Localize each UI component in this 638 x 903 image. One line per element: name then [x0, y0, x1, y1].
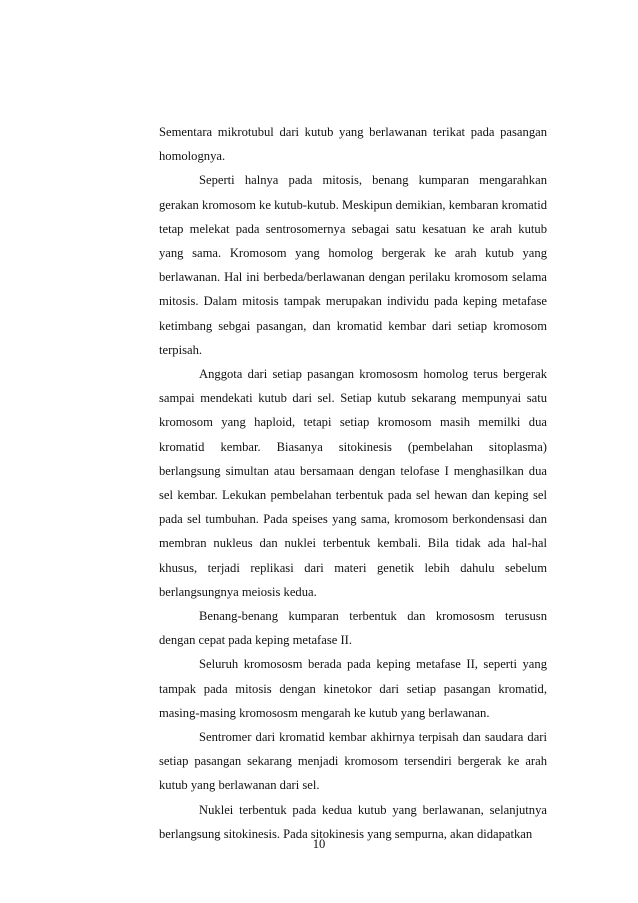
paragraph-3: Anggota dari setiap pasangan kromososm homolog terus bergerak sampai mendekati kutub dari sel. Setiap kutub sekarang mempunyai satu kromosom yang haploid, tetapi setiap kromosom masih memilki dua kromatid kembar. Biasanya sitokinesis (pembelahan sitoplasma) berlangsung simultan atau bersamaan dengan telofase I menghasilkan dua sel kembar. Lekukan pembelahan terbentuk pada sel hewan dan keping sel pada sel tumbuhan. Pada speises yang sama, kromosom berkondensasi dan membran nukleus dan nuklei terbentuk kembali. Bila tidak ada hal-hal khusus, terjadi replikasi dari materi genetik lebih dahulu sebelum berlangsungnya meiosis kedua. [159, 367, 547, 599]
body-text [159, 120, 547, 846]
paragraph-4: Benang-benang kumparan terbentuk dan kromososm terususn dengan cepat pada keping metafase II. [159, 609, 547, 648]
paragraph-7: Nuklei terbentuk pada kedua kutub yang berlawanan, selanjutnya berlangsung sitokinesis. Pada sitokinesis yang sempurna, akan didapatkan [159, 802, 547, 841]
page-number: 10 [312, 837, 326, 851]
paragraph-1: Sementara mikrotubul dari kutub yang berlawanan terikat pada pasangan homolognya. [159, 125, 547, 164]
paragraph-2: Seperti halnya pada mitosis, benang kumparan mengarahkan gerakan kromosom ke kutub-kutub. Meskipun demikian, kembaran kromatid tetap melekat pada sentrosomernya sebagai satu kesatuan ke arah kutub yang sama. Kromosom yang homolog bergerak ke arah kutub yang berlawanan. Hal ini berbeda/berlawanan dengan perilaku kromosom selama mitosis. Dalam mitosis tampak merupakan individu pada keping metafase ketimbang sebgai pasangan, dan kromatid kembar dari setiap kromosom terpisah. [159, 173, 547, 357]
paragraph-6: Sentromer dari kromatid kembar akhirnya terpisah dan saudara dari setiap pasangan sekarang menjadi kromosom tersendiri bergerak ke arah kutub yang berlawanan dari sel. [159, 730, 547, 793]
paragraph-5: Seluruh kromososm berada pada keping metafase II, seperti yang tampak pada mitosis dengan kinetokor dari setiap pasangan kromatid, masing-masing kromososm mengarah ke kutub yang berlawanan. [159, 657, 547, 720]
